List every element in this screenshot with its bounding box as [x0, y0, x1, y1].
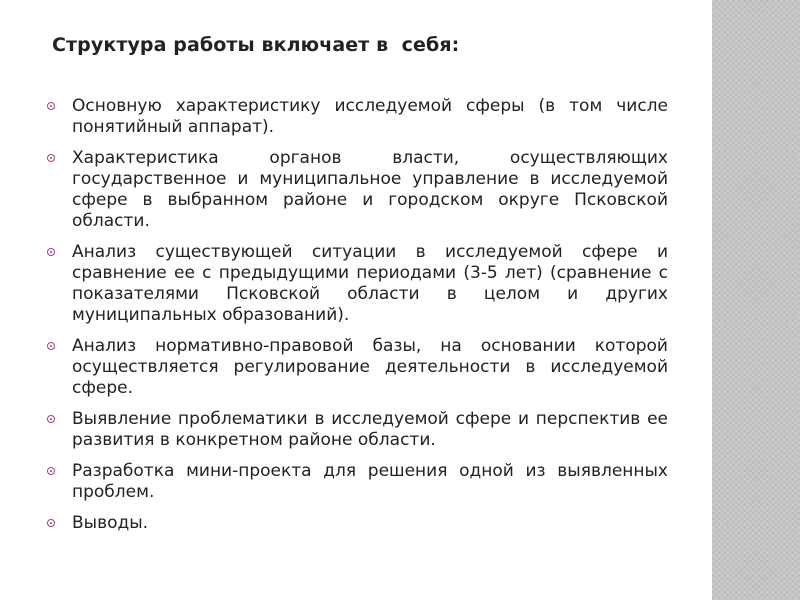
bullet-item	[44, 336, 668, 399]
bullet-text: Разработка мини-проекта для решения одной из выявленных проблем.	[72, 461, 668, 502]
bullet-circle-icon	[47, 102, 55, 110]
bullet-text: Выявление проблематики в исследуемой сфере и перспектив ее развития в конкретном районе области.	[72, 409, 668, 450]
bullet-item	[44, 513, 668, 534]
bullet-item	[44, 461, 668, 503]
bullet-text: Выводы.	[72, 513, 149, 533]
bullet-circle-icon	[47, 154, 55, 162]
bullet-item	[44, 409, 668, 451]
bullet-list	[44, 96, 668, 544]
bullet-text: Анализ существующей ситуации в исследуемой сфере и сравнение ее с предыдущими периодами (3-5 лет) (сравнение с показателями Псковской области в целом и других муниципальных образований).	[72, 242, 668, 325]
bullet-item	[44, 96, 668, 138]
bullet-circle-icon	[47, 519, 55, 527]
slide-title: Структура работы включает в себя:	[52, 34, 460, 56]
bullet-item	[44, 242, 668, 326]
bullet-circle-icon	[47, 342, 55, 350]
bullet-text: Характеристика органов власти, осуществляющих государственное и муниципальное управление в исследуемой сфере в выбранном районе и городском округе Псковской области.	[72, 148, 668, 231]
bullet-circle-icon	[47, 467, 55, 475]
decorative-side-band	[712, 0, 800, 600]
bullet-circle-icon	[47, 415, 55, 423]
bullet-text: Основную характеристику исследуемой сферы (в том числе понятийный аппарат).	[72, 96, 668, 137]
bullet-circle-icon	[47, 248, 55, 256]
bullet-text: Анализ нормативно-правовой базы, на основании которой осуществляется регулирование деятельности в исследуемой сфере.	[72, 336, 668, 398]
bullet-item	[44, 148, 668, 232]
